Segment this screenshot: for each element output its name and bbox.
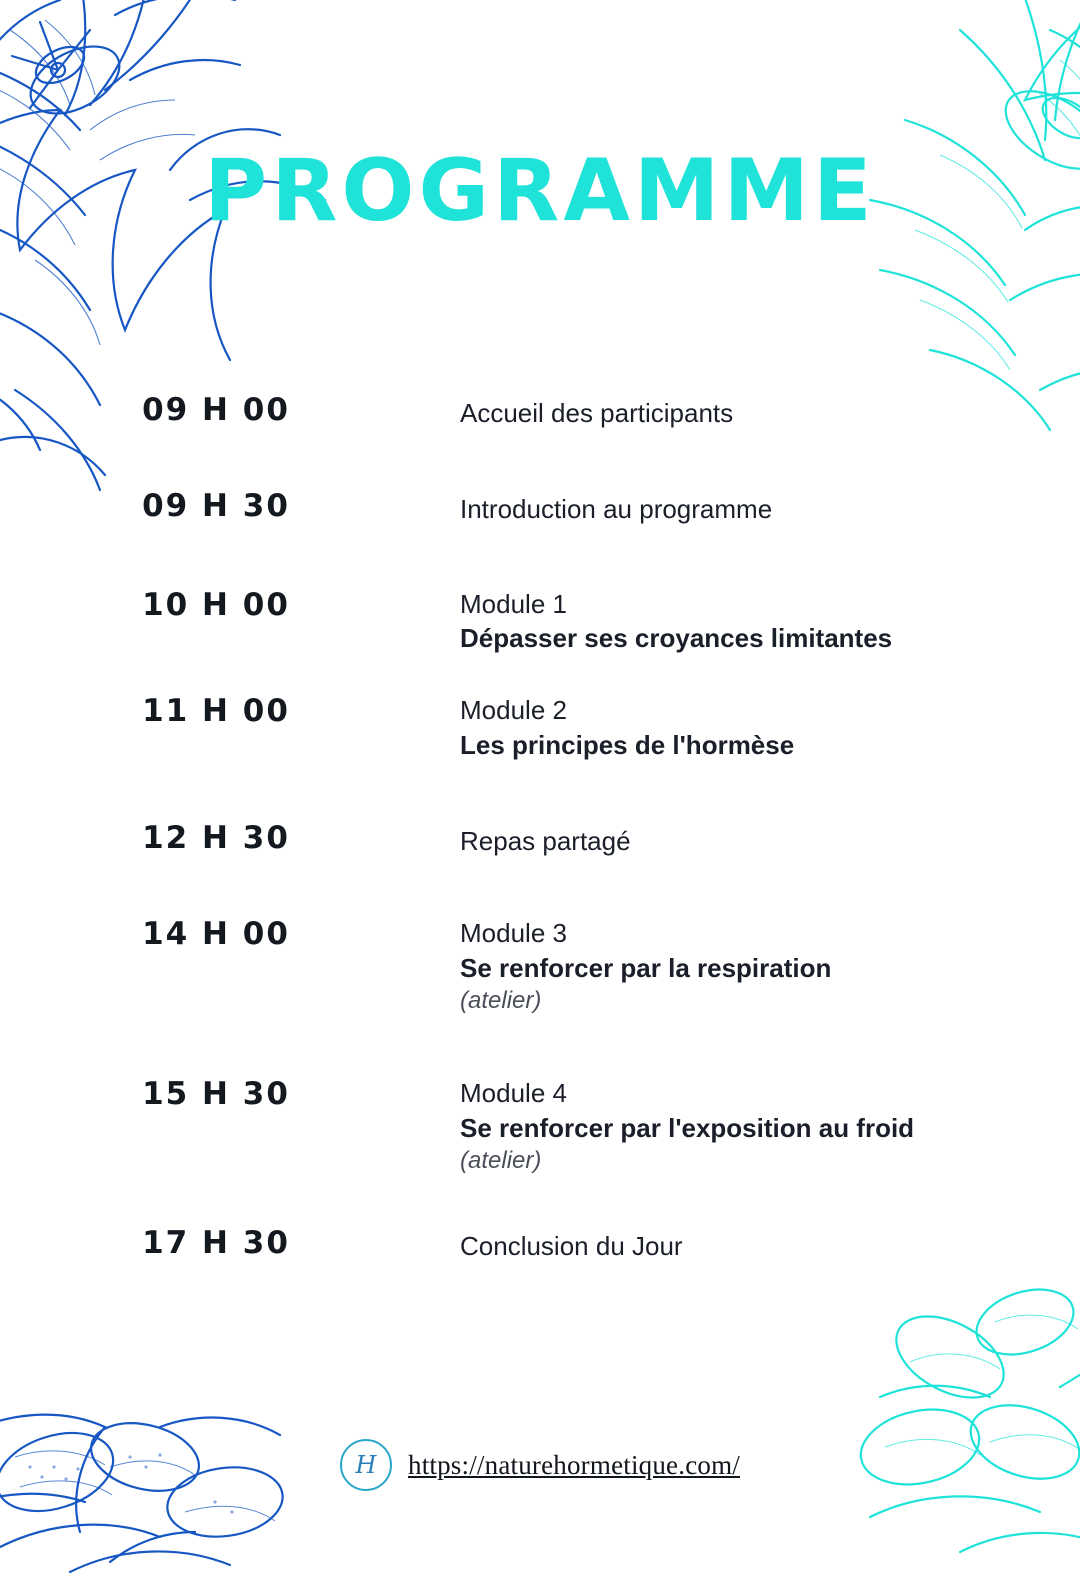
schedule-time: 15 H 30 — [142, 1076, 290, 1113]
schedule-time: 14 H 00 — [142, 916, 290, 953]
schedule-row — [0, 1076, 1080, 1176]
schedule-description — [450, 1076, 1080, 1176]
footer — [0, 1439, 1080, 1491]
flower-illustration-bottom-right — [810, 1267, 1080, 1567]
schedule-lead: Module 4 — [460, 1078, 567, 1109]
schedule-lead: Module 2 — [460, 695, 567, 726]
schedule-lead: Module 1 — [460, 588, 567, 619]
schedule-description — [450, 1225, 1080, 1263]
schedule-note: (atelier) — [460, 986, 542, 1014]
schedule-row — [0, 693, 1080, 762]
schedule-row — [0, 820, 1080, 858]
schedule-description — [450, 820, 1080, 858]
schedule-row — [0, 392, 1080, 430]
schedule-row — [0, 1225, 1080, 1263]
schedule-row — [0, 488, 1080, 526]
schedule-description — [450, 916, 1080, 1016]
schedule-module-title: Se renforcer par l'exposition au froid — [460, 1112, 915, 1143]
schedule-description — [450, 392, 1080, 430]
schedule-description — [450, 587, 1080, 656]
schedule-row — [0, 587, 1080, 656]
schedule-lead: Conclusion du Jour — [460, 1230, 683, 1261]
schedule-module-title: Se renforcer par la respiration — [460, 952, 832, 983]
schedule-time: 10 H 00 — [142, 586, 290, 623]
schedule-list — [0, 392, 1080, 1301]
schedule-note: (atelier) — [460, 1147, 542, 1175]
schedule-row — [0, 916, 1080, 1016]
schedule-module-title: Les principes de l'hormèse — [460, 729, 795, 760]
schedule-lead: Module 3 — [460, 918, 567, 949]
schedule-time: 17 H 30 — [142, 1224, 290, 1261]
schedule-module-title: Dépasser ses croyances limitantes — [460, 622, 893, 653]
website-link[interactable]: https://naturehormetique.com/ — [408, 1449, 740, 1480]
schedule-description — [450, 693, 1080, 762]
schedule-time: 09 H 00 — [142, 392, 290, 428]
schedule-time: 11 H 00 — [142, 693, 290, 730]
page-title: PROGRAMME — [204, 141, 876, 241]
schedule-lead: Accueil des participants — [460, 398, 734, 428]
schedule-time: 09 H 30 — [142, 488, 290, 525]
schedule-time: 12 H 30 — [142, 819, 290, 856]
schedule-lead: Introduction au programme — [460, 494, 773, 525]
schedule-description — [450, 488, 1080, 526]
brand-logo-icon: H — [340, 1439, 392, 1491]
schedule-lead: Repas partagé — [460, 825, 631, 856]
